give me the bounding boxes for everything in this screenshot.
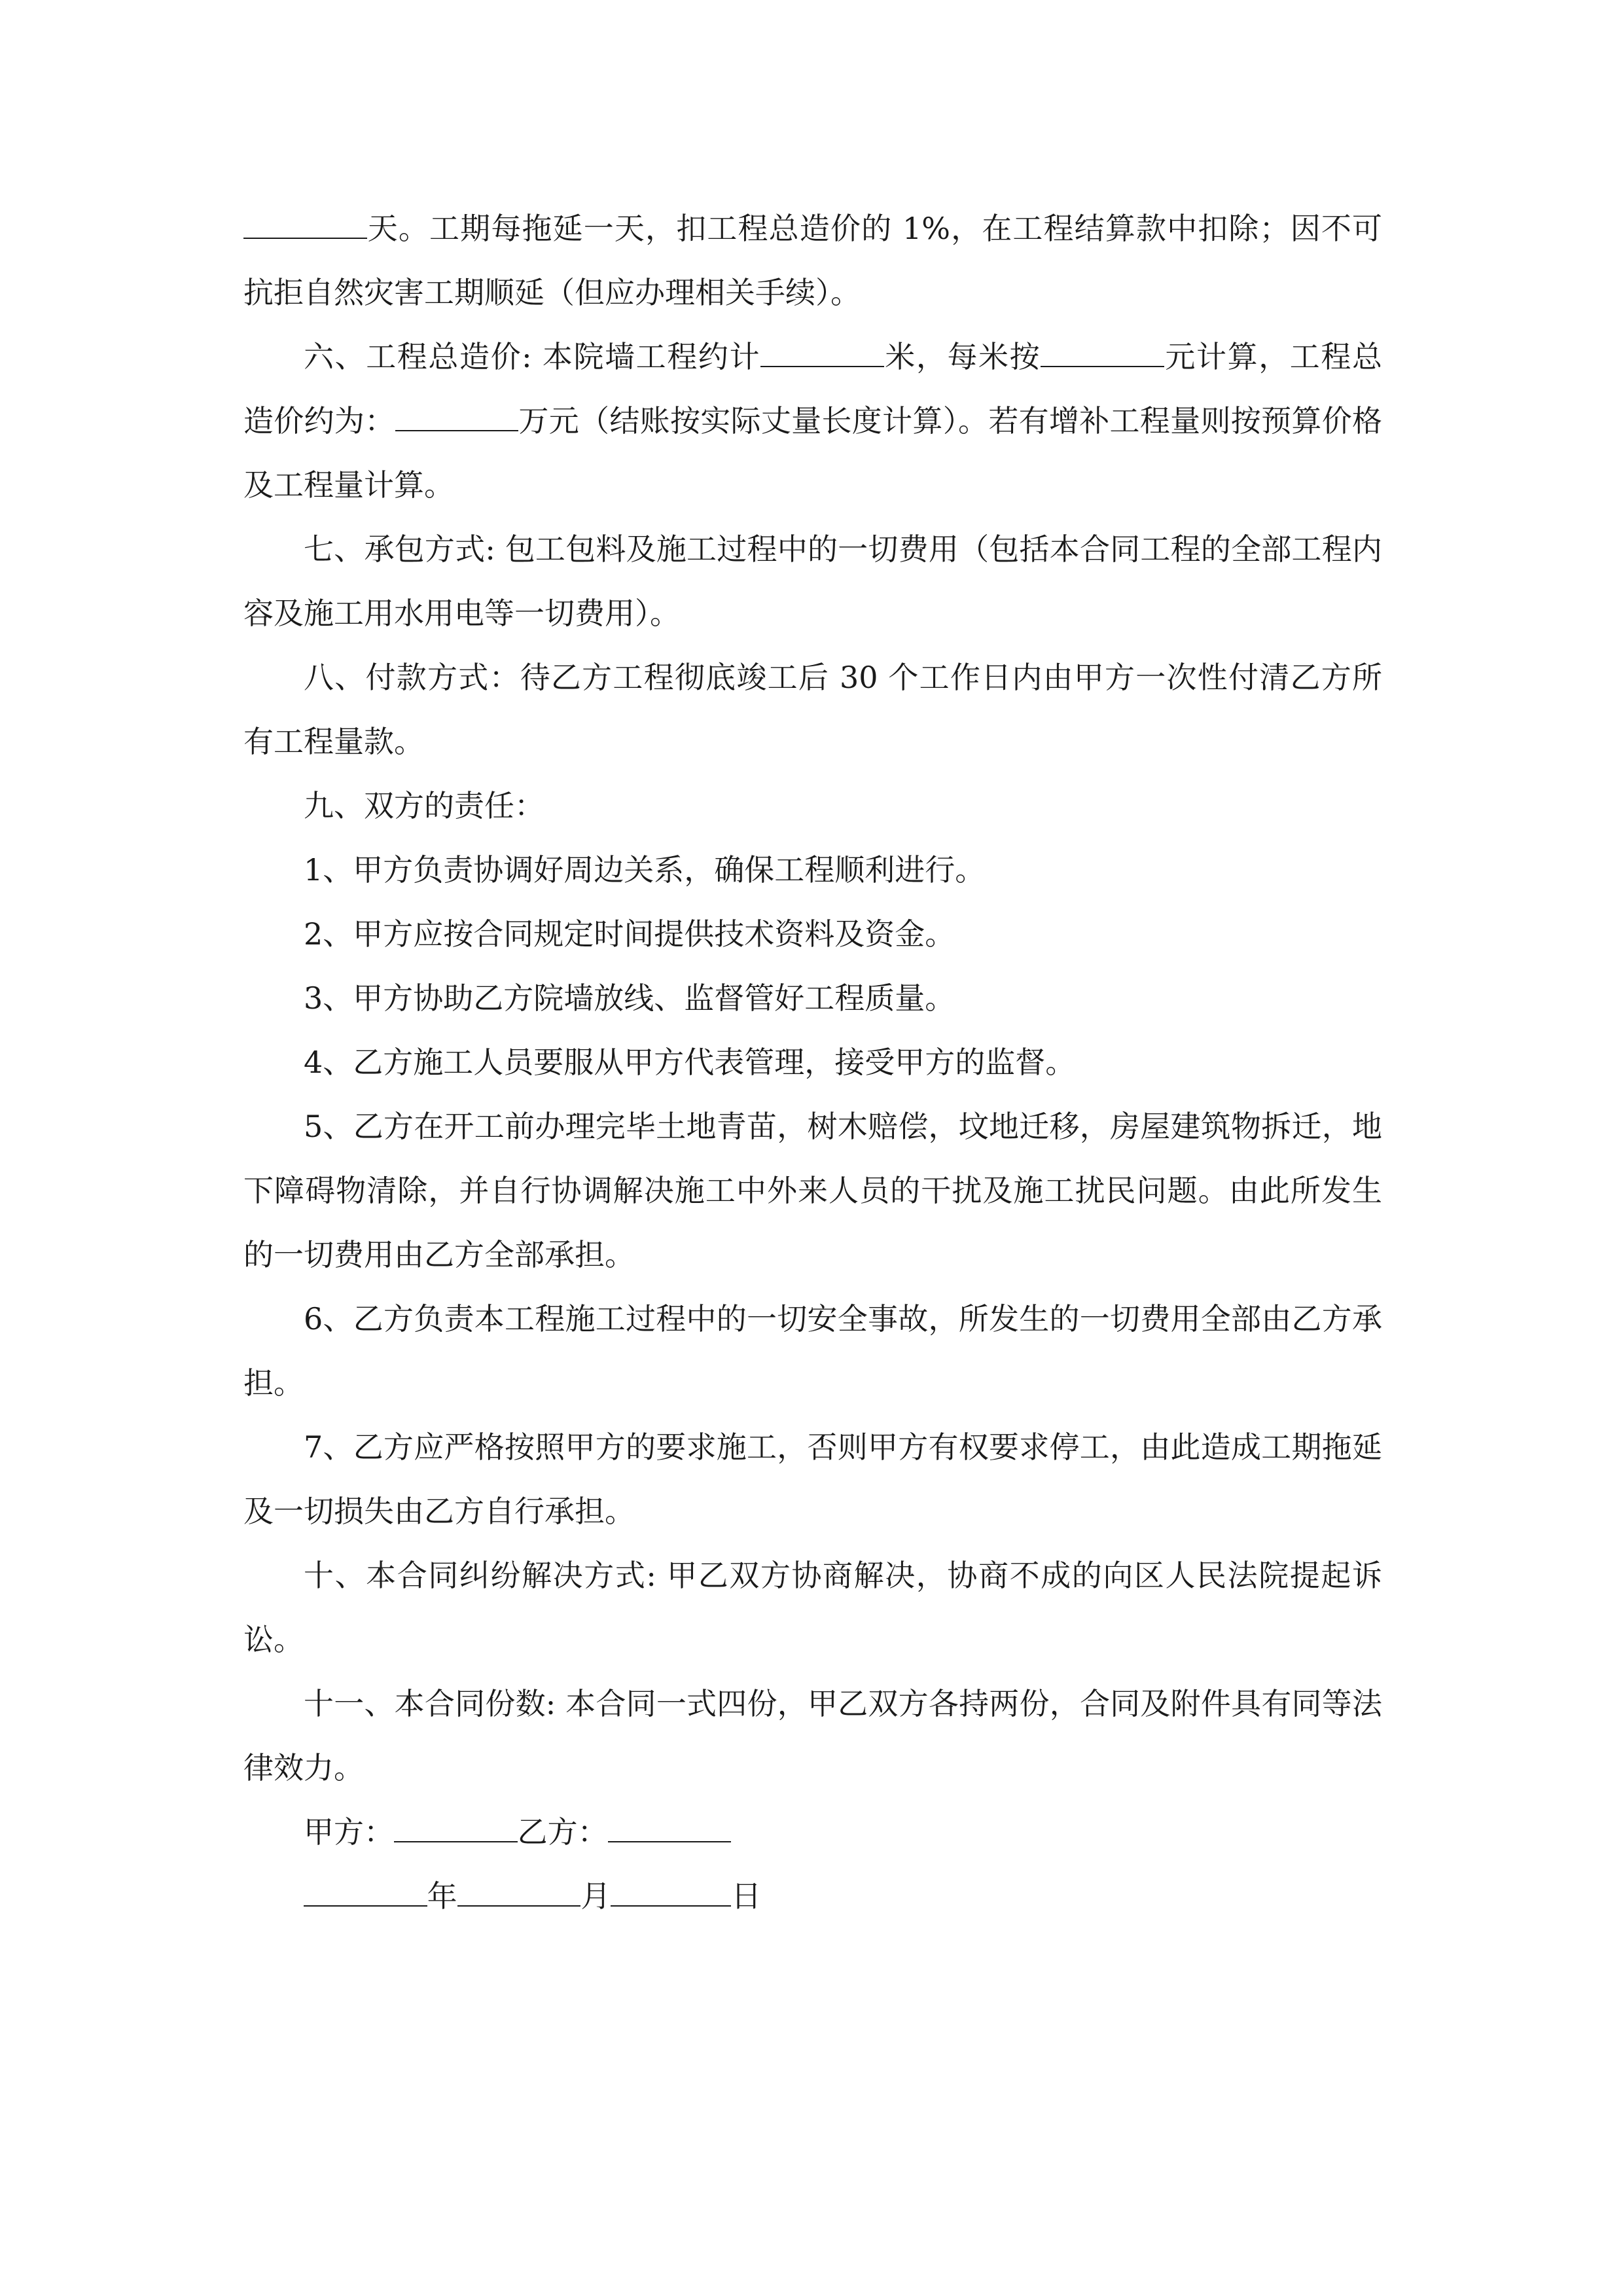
clause-7-contract-method: 七、承包方式: 包工包料及施工过程中的一切费用（包括本合同工程的全部工程内容及施工用水用电等一切费用）。 xyxy=(243,531,1382,631)
blank-total-price[interactable] xyxy=(395,403,519,431)
date-year-field[interactable] xyxy=(304,1878,427,1907)
signature-date-line xyxy=(243,1864,1382,1928)
date-month-field[interactable] xyxy=(457,1878,581,1907)
party-b-label: 乙方： xyxy=(517,1814,608,1850)
contract-page xyxy=(243,196,1382,1928)
clause-11-copies: 十一、本合同份数: 本合同一式四份，甲乙双方各持两份，合同及附件具有同等法律效力。 xyxy=(243,1686,1382,1785)
clause-9-heading: 九、双方的责任： xyxy=(304,788,544,823)
day-label: 日 xyxy=(731,1878,762,1914)
clause-duration-paragraph xyxy=(243,196,1382,325)
date-day-field[interactable] xyxy=(611,1878,731,1907)
party-a-signature-field[interactable] xyxy=(394,1814,518,1842)
clause-10-dispute: 十、本合同纠纷解决方式: 甲乙双方协商解决，协商不成的向区人民法院提起诉讼。 xyxy=(243,1558,1382,1657)
blank-duration-days[interactable] xyxy=(243,211,367,239)
clause-6-text-d: 万元（结账按实际丈量长度计算）。若有增补工程量则按预算价格及工程量计算。 xyxy=(243,403,1383,503)
party-b-signature-field[interactable] xyxy=(608,1814,732,1842)
blank-wall-length[interactable] xyxy=(760,339,884,367)
month-label: 月 xyxy=(580,1878,611,1914)
clause-9-item-7: 7、乙方应严格按照甲方的要求施工，否则甲方有权要求停工，由此造成工期拖延及一切损失由乙方自行承担。 xyxy=(243,1429,1382,1529)
clause-9-item-5: 5、乙方在开工前办理完毕土地青苗，树木赔偿，坟地迁移，房屋建筑物拆迁，地下障碍物清除，并自行协调解决施工中外来人员的干扰及施工扰民问题。由此所发生的一切费用由乙方全部承担。 xyxy=(243,1109,1382,1272)
blank-price-per-meter[interactable] xyxy=(1041,339,1164,367)
clause-9-item-6: 6、乙方负责本工程施工过程中的一切安全事故，所发生的一切费用全部由乙方承担。 xyxy=(243,1301,1382,1401)
signature-parties-line xyxy=(243,1800,1382,1864)
clause-6-text-a: 六、工程总造价: 本院墙工程约计 xyxy=(304,339,761,374)
clause-8-payment: 八、付款方式：待乙方工程彻底竣工后 30 个工作日内由甲方一次性付清乙方所有工程量款。 xyxy=(243,660,1382,759)
clause-6-text-b: 米，每米按 xyxy=(883,339,1041,374)
clause-9-item-4: 4、乙方施工人员要服从甲方代表管理，接受甲方的监督。 xyxy=(304,1045,1076,1080)
year-label: 年 xyxy=(427,1878,457,1914)
clause-9-item-2: 2、甲方应按合同规定时间提供技术资料及资金。 xyxy=(304,916,955,952)
clause-6-total-price xyxy=(243,325,1382,517)
clause-9-item-1: 1、甲方负责协调好周边关系，确保工程顺利进行。 xyxy=(304,852,986,888)
clause-9-item-3: 3、甲方协助乙方院墙放线、监督管好工程质量。 xyxy=(304,980,955,1016)
party-a-label: 甲方： xyxy=(304,1814,394,1850)
clause-duration-text: 天。工期每拖延一天，扣工程总造价的 1%，在工程结算款中扣除；因不可抗拒自然灾害工期顺延（但应办理相关手续）。 xyxy=(243,211,1382,310)
clause-6-text-c: 元计算，工程总造价约为： xyxy=(243,339,1383,439)
